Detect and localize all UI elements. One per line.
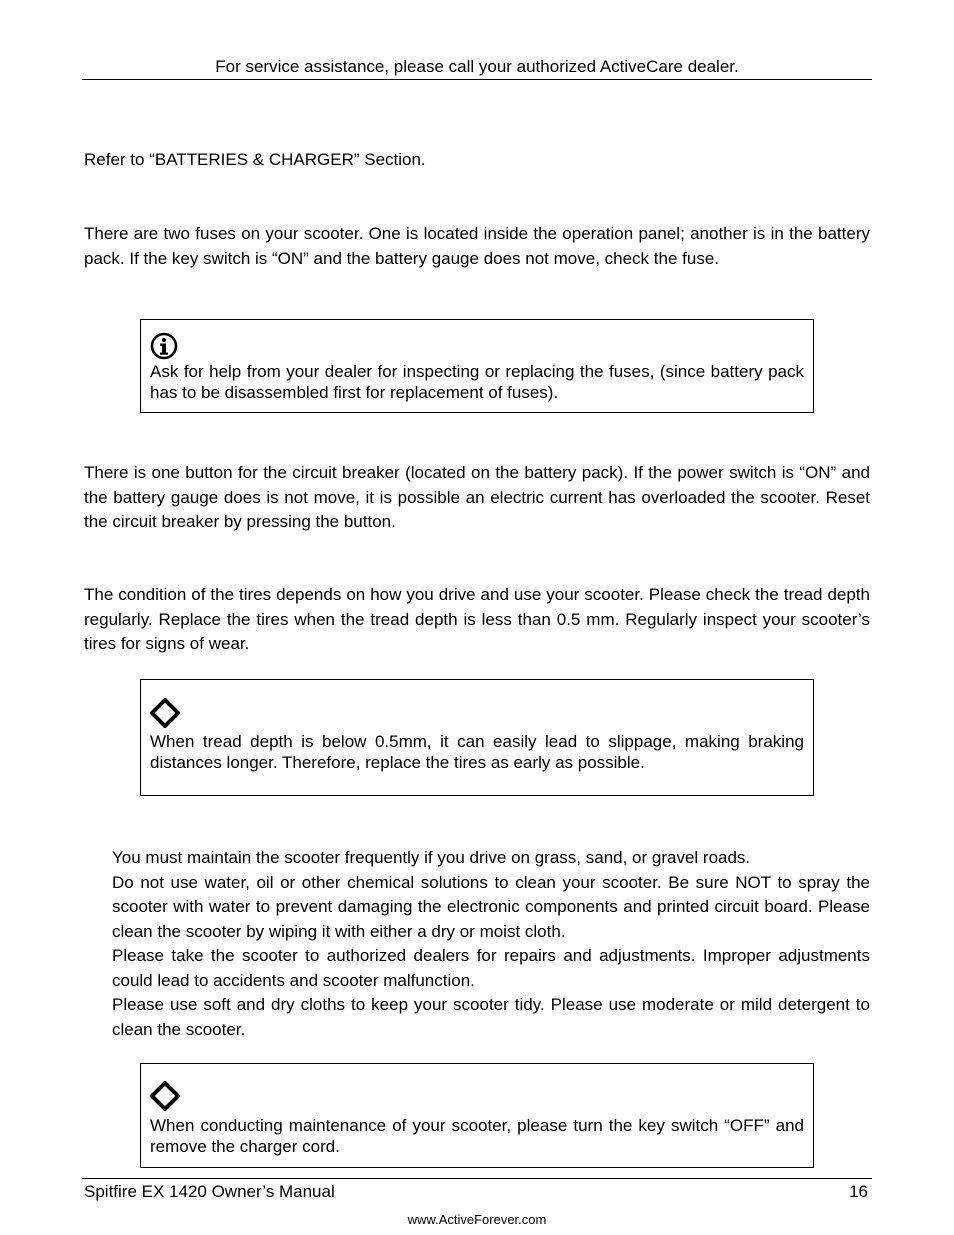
list-item: Please use soft and dry cloths to keep your scooter tidy. Please use moderate or mild detergent to clean the scooter.: [112, 995, 870, 1039]
list-item: Do not use water, oil or other chemical solutions to clean your scooter. Be sure NOT to spray the scooter with water to prevent damaging the electronic components and printed circuit board. Please clean the scooter by wiping it with either a dry or moist cloth.: [112, 872, 870, 941]
circuit-breaker-paragraph: There is one button for the circuit breaker (located on the battery pack). If the power switch is “ON” and the battery gauge does is not move, it is possible an electric current has overloaded the scooter. Reset the circuit breaker by pressing the button.: [84, 463, 870, 531]
batteries-reference: Refer to “BATTERIES & CHARGER” Section.: [84, 150, 426, 169]
diamond-warning-icon: [150, 1081, 180, 1116]
fuses-paragraph: There are two fuses on your scooter. One is located inside the operation panel; another is in the battery pack. If the key switch is “ON” and the battery gauge does not move, check the fuse.: [84, 224, 870, 268]
maintenance-list: [112, 846, 870, 1042]
list-item: Please take the scooter to authorized dealers for repairs and adjustments. Improper adjustments could lead to accidents and scooter malfunction.: [112, 946, 870, 990]
fuse-note-box: [140, 319, 814, 413]
fuse-note-text: Ask for help from your dealer for inspecting or replacing the fuses, (since battery pack has to be disassembled first for replacement of fuses).: [150, 362, 804, 402]
tire-note-text: When tread depth is below 0.5mm, it can easily lead to slippage, making braking distances longer. Therefore, replace the tires as early as possible.: [150, 732, 804, 772]
diamond-warning-icon: [150, 698, 180, 733]
tires-paragraph: The condition of the tires depends on how you drive and use your scooter. Please check the tread depth regularly. Replace the tires when the tread depth is less than 0.5 mm. Regularly inspect your scooter’s tires for signs of wear.: [84, 585, 870, 653]
footer-divider: [82, 1178, 872, 1179]
tire-note-box: [140, 679, 814, 796]
maintenance-note-box: [140, 1063, 814, 1168]
manual-title: Spitfire EX 1420 Owner’s Manual: [84, 1182, 335, 1201]
header-divider: [82, 79, 872, 80]
page-header: For service assistance, please call your authorized ActiveCare dealer.: [215, 57, 739, 76]
footer-url: www.ActiveForever.com: [407, 1212, 547, 1227]
list-item: You must maintain the scooter frequently if you drive on grass, sand, or gravel roads.: [112, 848, 751, 867]
maintenance-note-text: When conducting maintenance of your scooter, please turn the key switch “OFF” and remove the charger cord.: [150, 1116, 804, 1156]
page-number: 16: [849, 1182, 868, 1201]
